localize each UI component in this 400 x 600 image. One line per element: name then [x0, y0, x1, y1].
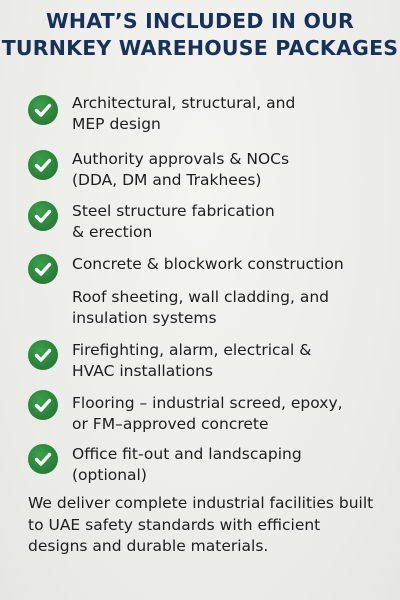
list-item-line: (DDA, DM and Trakhees)	[72, 171, 262, 189]
list-item-text	[72, 393, 392, 435]
list-item-text	[72, 287, 392, 329]
list-item-line: Office fit-out and landscaping	[72, 445, 302, 463]
list-item-text	[72, 149, 392, 191]
list-item-line: Firefighting, alarm, electrical &	[72, 341, 312, 359]
list-item-text	[72, 444, 392, 486]
list-item-line: Roof sheeting, wall cladding, and	[72, 288, 329, 306]
list-item-line: & erection	[72, 223, 153, 241]
check-circle-icon	[28, 95, 58, 125]
footer-line: We deliver complete industrial facilities built	[28, 494, 374, 512]
title-line-1: WHAT’S INCLUDED IN OUR	[46, 9, 354, 33]
list-item-text	[72, 340, 392, 382]
list-item-line: (optional)	[72, 466, 147, 484]
check-circle-icon	[28, 390, 58, 420]
title-line-2: TURNKEY WAREHOUSE PACKAGES	[1, 36, 399, 60]
list-item-line: Steel structure fabrication	[72, 202, 275, 220]
list-item-line: or FM–approved concrete	[72, 415, 269, 433]
footer-description	[28, 493, 388, 558]
check-circle-icon	[28, 201, 58, 231]
list-item-line: Flooring – industrial screed, epoxy,	[72, 394, 343, 412]
list-item-text	[72, 254, 392, 275]
list-item-text	[72, 93, 392, 135]
list-item-line: HVAC installations	[72, 362, 214, 380]
list-item-text	[72, 201, 392, 243]
list-item-line: Authority approvals & NOCs	[72, 150, 290, 168]
check-circle-icon	[28, 254, 58, 284]
check-circle-icon	[28, 150, 58, 180]
list-item-line: insulation systems	[72, 309, 217, 327]
footer-line: to UAE safety standards with efficient	[28, 515, 321, 534]
check-circle-icon	[28, 444, 58, 474]
list-item-line: Concrete & blockwork construction	[72, 255, 344, 273]
list-item-line: Architectural, structural, and	[72, 94, 296, 112]
footer-line: designs and durable materials.	[28, 537, 269, 555]
list-item-line: MEP design	[72, 115, 161, 133]
check-circle-icon	[28, 340, 58, 370]
